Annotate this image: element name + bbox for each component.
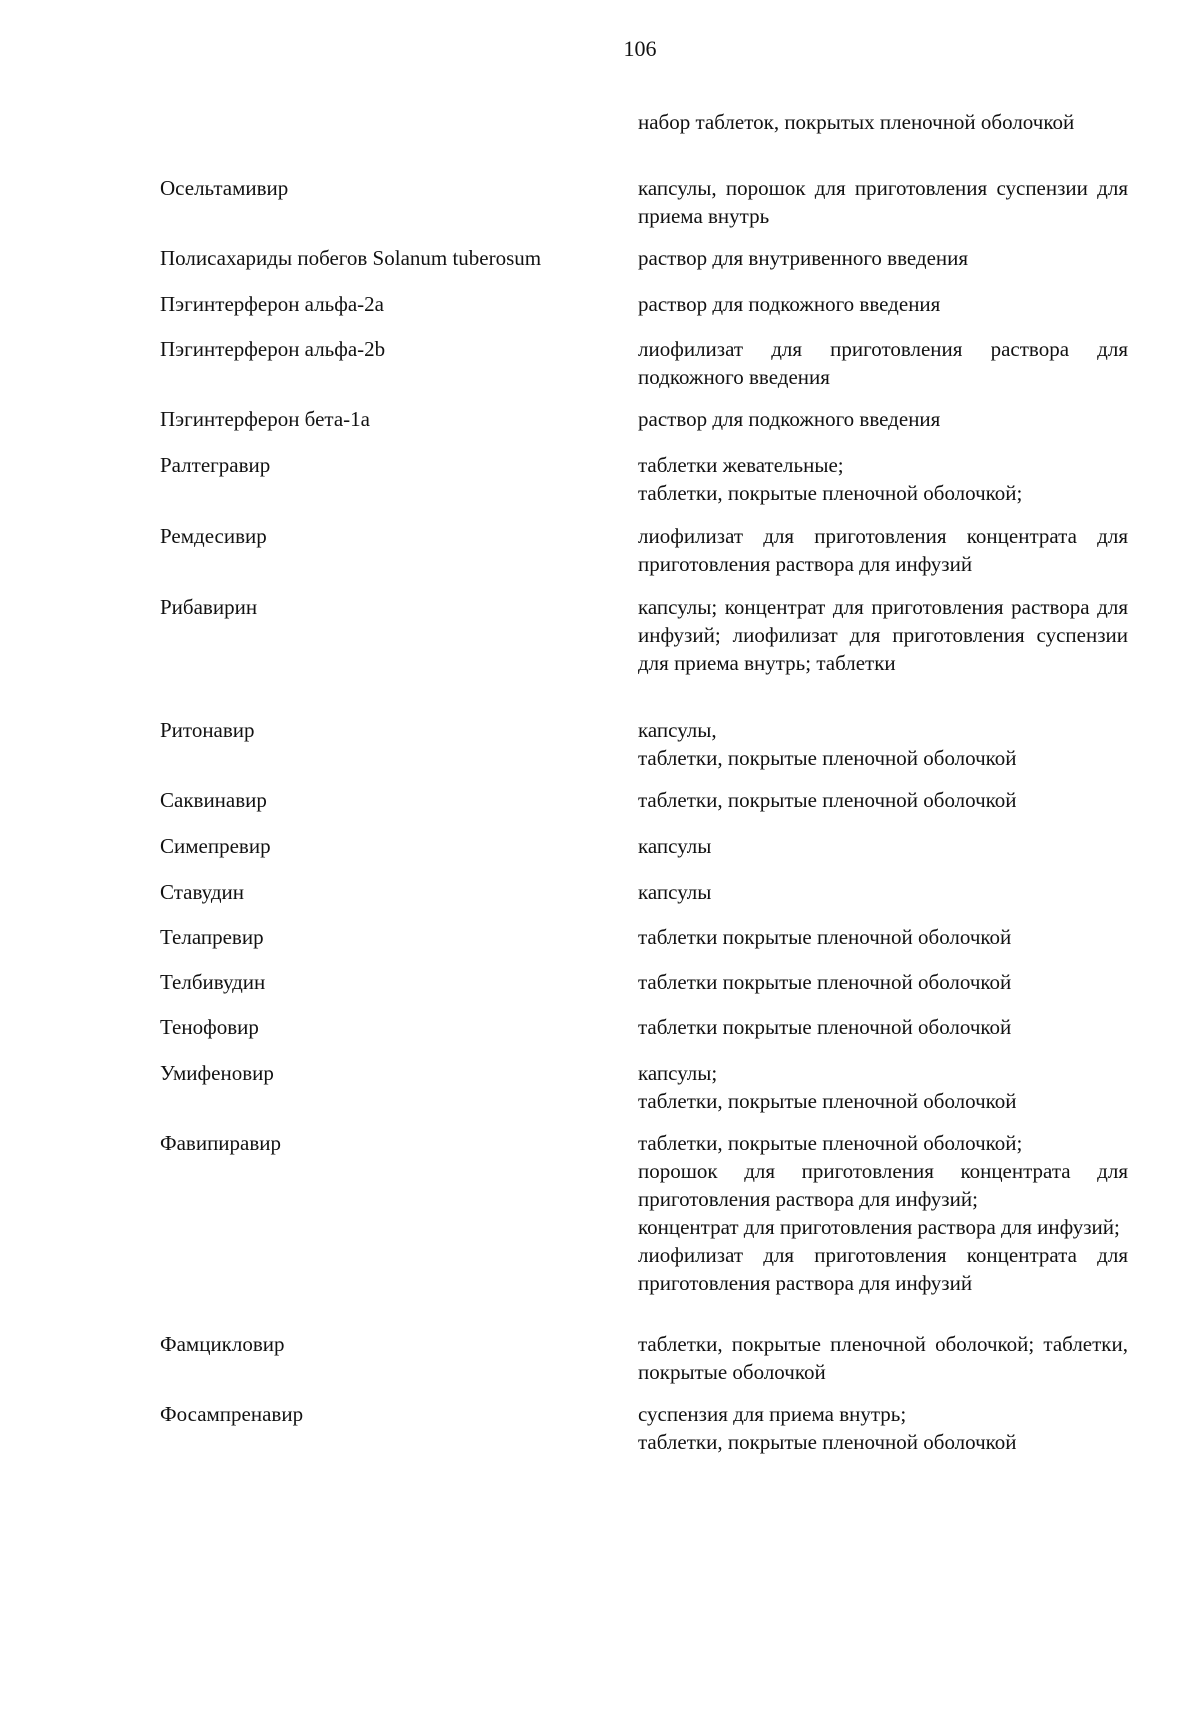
drug-name: Телбивудин bbox=[160, 970, 266, 994]
dosage-form-line: таблетки, покрытые пленочной оболочкой; таблетки, покрытые оболочкой bbox=[638, 1332, 1128, 1384]
dosage-form-line: таблетки покрытые пленочной оболочкой bbox=[638, 925, 1012, 949]
drug-name: Полисахариды побегов Solanum tuberosum bbox=[160, 246, 542, 270]
drug-dosage-forms bbox=[638, 335, 1128, 391]
dosage-form-line: суспензия для приема внутрь; bbox=[638, 1402, 907, 1426]
dosage-form-line: лиофилизат для приготовления концентрата для приготовления раствора для инфузий bbox=[638, 524, 1128, 576]
drug-dosage-forms bbox=[638, 451, 1128, 507]
dosage-form-line: таблетки, покрытые пленочной оболочкой; bbox=[638, 1131, 1023, 1155]
dosage-form-line: лиофилизат для приготовления раствора для подкожного введения bbox=[638, 337, 1128, 389]
drug-name: Ремдесивир bbox=[160, 524, 267, 548]
drug-name: Ставудин bbox=[160, 880, 245, 904]
dosage-form-line: капсулы, порошок для приготовления суспензии для приема внутрь bbox=[638, 176, 1128, 228]
dosage-form-line: раствор для внутривенного введения bbox=[638, 246, 969, 270]
page-number: 106 bbox=[623, 36, 657, 61]
drug-dosage-forms bbox=[638, 716, 1128, 772]
dosage-form-line: таблетки, покрытые пленочной оболочкой; bbox=[638, 481, 1023, 505]
drug-name: Осельтамивир bbox=[160, 176, 289, 200]
drug-name: Пэгинтерферон альфа-2b bbox=[160, 337, 386, 361]
dosage-form-line: капсулы, bbox=[638, 718, 717, 742]
dosage-form-line: раствор для подкожного введения bbox=[638, 292, 941, 316]
drug-dosage-forms bbox=[638, 968, 1128, 996]
drug-name: Ралтегравир bbox=[160, 453, 271, 477]
dosage-form-line: капсулы bbox=[638, 880, 712, 904]
drug-dosage-forms bbox=[638, 1059, 1128, 1115]
drug-dosage-forms bbox=[638, 1330, 1128, 1386]
drug-name: Фосампренавир bbox=[160, 1402, 304, 1426]
drug-name: Умифеновир bbox=[160, 1061, 274, 1085]
drug-dosage-forms bbox=[638, 1400, 1128, 1456]
drug-dosage-forms bbox=[638, 174, 1128, 230]
drug-dosage-forms bbox=[638, 593, 1128, 677]
drug-dosage-forms bbox=[638, 832, 1128, 860]
drug-name: Ритонавир bbox=[160, 718, 255, 742]
dosage-form-line: таблетки, покрытые пленочной оболочкой bbox=[638, 746, 1017, 770]
drug-dosage-forms bbox=[638, 1013, 1128, 1041]
dosage-form-line: капсулы; bbox=[638, 1061, 718, 1085]
drug-dosage-forms bbox=[638, 878, 1128, 906]
drug-name: Фамцикловир bbox=[160, 1332, 285, 1356]
drug-name: Симепревир bbox=[160, 834, 271, 858]
drug-name: Фавипиравир bbox=[160, 1131, 282, 1155]
dosage-form-line: таблетки покрытые пленочной оболочкой bbox=[638, 1015, 1012, 1039]
dosage-form-line: капсулы bbox=[638, 834, 712, 858]
dosage-form-line: таблетки, покрытые пленочной оболочкой bbox=[638, 1089, 1017, 1113]
dosage-form-line: лиофилизат для приготовления концентрата для приготовления раствора для инфузий bbox=[638, 1243, 1128, 1295]
drug-dosage-forms bbox=[638, 786, 1128, 814]
continued-form-text: набор таблеток, покрытых пленочной оболочкой bbox=[638, 110, 1075, 134]
dosage-form-line: раствор для подкожного введения bbox=[638, 407, 941, 431]
drug-dosage-forms bbox=[638, 522, 1128, 578]
drug-dosage-forms bbox=[638, 1129, 1128, 1297]
drug-name: Пэгинтерферон бета-1а bbox=[160, 407, 370, 431]
drug-name: Телапревир bbox=[160, 925, 264, 949]
drug-name: Тенофовир bbox=[160, 1015, 259, 1039]
dosage-form-line: капсулы; концентрат для приготовления раствора для инфузий; лиофилизат для приготовления суспензии для приема внутрь; таблетки bbox=[638, 595, 1128, 675]
drug-name: Саквинавир bbox=[160, 788, 267, 812]
dosage-form-line: таблетки, покрытые пленочной оболочкой bbox=[638, 1430, 1017, 1454]
dosage-form-line: порошок для приготовления концентрата для приготовления раствора для инфузий; bbox=[638, 1159, 1128, 1211]
drug-dosage-forms bbox=[638, 405, 1128, 433]
dosage-form-line: таблетки жевательные; bbox=[638, 453, 844, 477]
drug-dosage-forms bbox=[638, 290, 1128, 318]
dosage-form-line: таблетки покрытые пленочной оболочкой bbox=[638, 970, 1012, 994]
drug-dosage-forms bbox=[638, 923, 1128, 951]
drug-name: Рибавирин bbox=[160, 595, 258, 619]
drug-dosage-forms bbox=[638, 244, 1128, 272]
dosage-form-line: концентрат для приготовления раствора для инфузий; bbox=[638, 1215, 1120, 1239]
drug-name: Пэгинтерферон альфа-2а bbox=[160, 292, 384, 316]
dosage-form-line: таблетки, покрытые пленочной оболочкой bbox=[638, 788, 1017, 812]
